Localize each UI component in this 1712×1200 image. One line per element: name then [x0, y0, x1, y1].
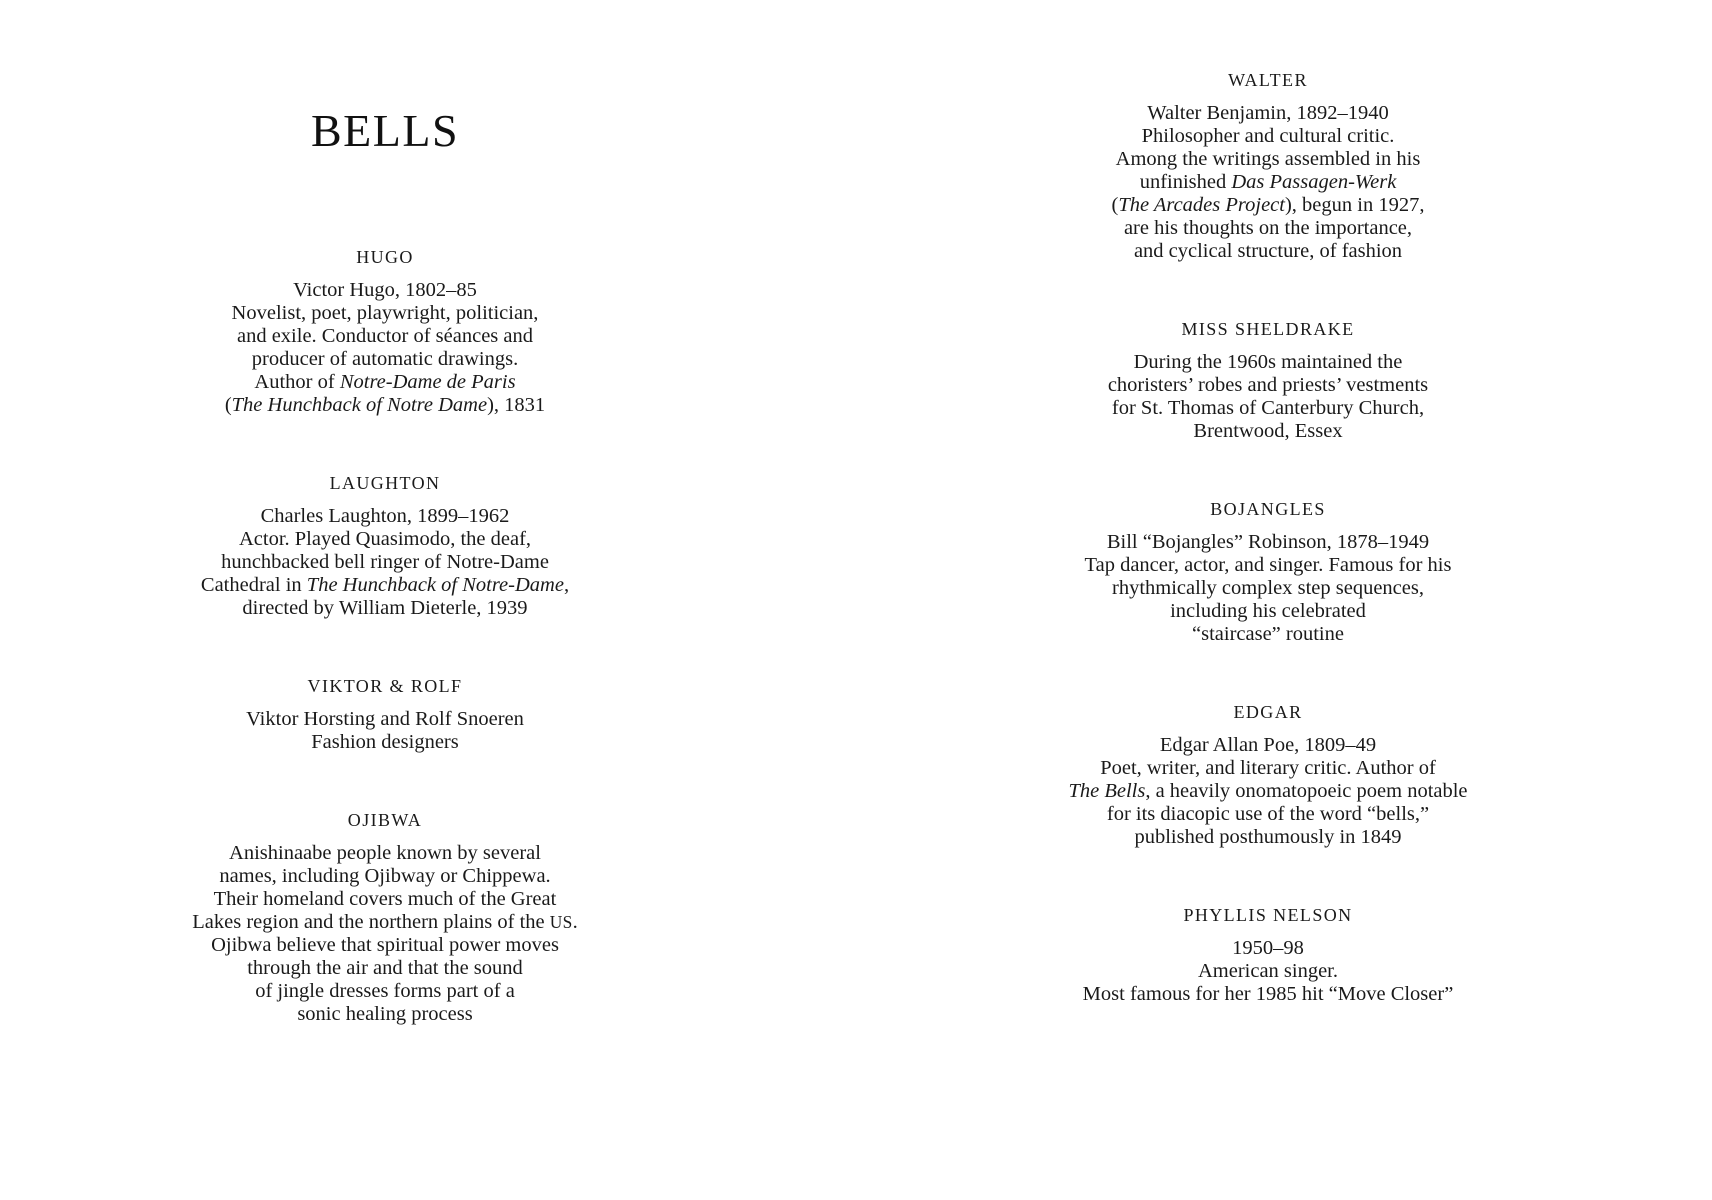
page-left	[112, 103, 658, 1026]
glossary-entry	[968, 317, 1568, 443]
glossary-entry	[968, 903, 1568, 1006]
entry-body	[112, 708, 658, 754]
text-line: sonic healing process	[297, 1003, 473, 1025]
text-line: for its diacopic use of the word “bells,”	[1106, 803, 1430, 825]
text-line: are his thoughts on the importance,	[1123, 217, 1413, 239]
text-line: The Bells, a heavily onomatopoeic poem notable	[1068, 780, 1468, 802]
entry-body	[968, 102, 1568, 263]
text-line: and exile. Conductor of séances and	[236, 325, 533, 347]
text-line: hunchbacked bell ringer of Notre-Dame	[221, 551, 549, 573]
text-line: Novelist, poet, playwright, politician,	[231, 302, 539, 324]
text-line: American singer.	[1197, 960, 1339, 982]
text-line: Ojibwa believe that spiritual power moves	[211, 934, 559, 956]
text-line: Walter Benjamin, 1892–1940	[1147, 102, 1389, 124]
text-line: for St. Thomas of Canterbury Church,	[1111, 397, 1425, 419]
entry-heading: HUGO	[356, 247, 414, 267]
right-sections	[968, 68, 1568, 1006]
page-title: BELLS	[310, 105, 460, 156]
text-line: Among the writings assembled in his	[1115, 148, 1421, 170]
glossary-entry	[968, 700, 1568, 849]
text-line: Author of Notre-Dame de Paris	[254, 371, 516, 393]
entry-body	[968, 531, 1568, 646]
text-line: Anishinaabe people known by several	[229, 842, 541, 864]
page-right	[968, 68, 1568, 1006]
text-line: Viktor Horsting and Rolf Snoeren	[246, 708, 524, 730]
text-line: directed by William Dieterle, 1939	[242, 597, 528, 619]
entry-body	[968, 351, 1568, 443]
text-line: Their homeland covers much of the Great	[213, 888, 557, 910]
text-line: Bill “Bojangles” Robinson, 1878–1949	[1106, 531, 1430, 553]
entry-body	[968, 734, 1568, 849]
text-line: Cathedral in The Hunchback of Notre-Dame,	[200, 574, 570, 596]
glossary-entry	[112, 808, 658, 1026]
text-line: (The Arcades Project), begun in 1927,	[1111, 194, 1425, 216]
entry-body	[112, 842, 658, 1026]
text-line: and cyclical structure, of fashion	[1133, 240, 1403, 262]
text-line: choristers’ robes and priests’ vestments	[1107, 374, 1429, 396]
text-line: producer of automatic drawings.	[251, 348, 519, 370]
text-line: Philosopher and cultural critic.	[1141, 125, 1395, 147]
text-line: Lakes region and the northern plains of the US.	[192, 911, 578, 933]
glossary-entry	[112, 245, 658, 417]
text-line: published posthumously in 1849	[1134, 826, 1402, 848]
glossary-entry	[968, 68, 1568, 263]
text-line: Fashion designers	[311, 731, 459, 753]
text-line: (The Hunchback of Notre Dame), 1831	[224, 394, 546, 416]
entry-heading: PHYLLIS NELSON	[1183, 905, 1353, 925]
glossary-entry	[112, 471, 658, 620]
glossary-entry	[968, 497, 1568, 646]
text-line: 1950–98	[1232, 937, 1304, 959]
text-line: “staircase” routine	[1192, 623, 1344, 645]
text-line: unfinished Das Passagen-Werk	[1139, 171, 1397, 193]
entry-heading: LAUGHTON	[329, 473, 441, 493]
entry-heading: EDGAR	[1233, 702, 1303, 722]
entry-heading: MISS SHELDRAKE	[1181, 319, 1355, 339]
text-line: through the air and that the sound	[247, 957, 523, 979]
entry-heading: WALTER	[1228, 70, 1308, 90]
text-line: Tap dancer, actor, and singer. Famous for his	[1084, 554, 1452, 576]
text-line: Most famous for her 1985 hit “Move Closer”	[1082, 983, 1454, 1005]
text-line: Poet, writer, and literary critic. Author of	[1100, 757, 1436, 779]
text-line: rhythmically complex step sequences,	[1112, 577, 1424, 599]
entry-body	[112, 505, 658, 620]
entry-heading: VIKTOR & ROLF	[307, 676, 463, 696]
glossary-entry	[112, 674, 658, 754]
text-line: During the 1960s maintained the	[1133, 351, 1403, 373]
text-line: of jingle dresses forms part of a	[255, 980, 515, 1002]
entry-heading: BOJANGLES	[1210, 499, 1326, 519]
text-line: including his celebrated	[1170, 600, 1366, 622]
text-line: Victor Hugo, 1802–85	[293, 279, 477, 301]
entry-heading: OJIBWA	[347, 810, 423, 830]
text-line: Brentwood, Essex	[1193, 420, 1343, 442]
entry-body	[968, 937, 1568, 1006]
text-line: Charles Laughton, 1899–1962	[260, 505, 510, 527]
text-line: Actor. Played Quasimodo, the deaf,	[238, 528, 532, 550]
text-line: Edgar Allan Poe, 1809–49	[1159, 734, 1377, 756]
left-sections	[112, 245, 658, 1026]
text-line: names, including Ojibway or Chippewa.	[219, 865, 551, 887]
entry-body	[112, 279, 658, 417]
small-caps-text: US	[549, 912, 573, 932]
